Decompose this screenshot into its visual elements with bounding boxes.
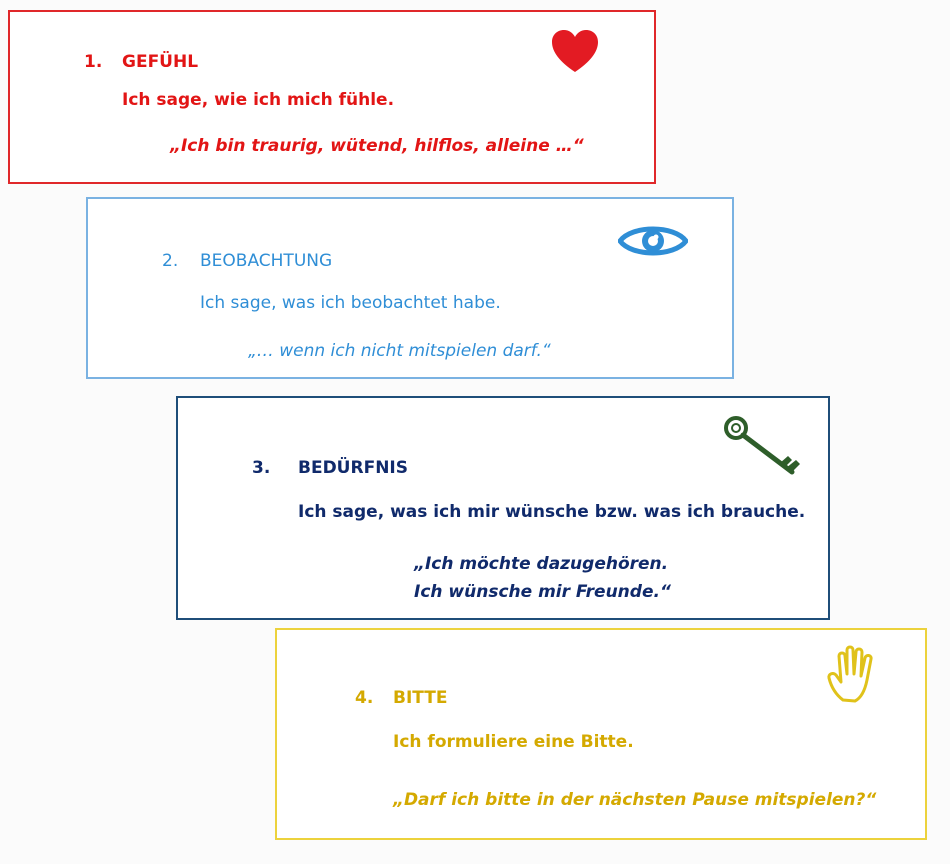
card-quote: „Darf ich bitte in der nächsten Pause mitspielen?“ <box>393 790 877 810</box>
card-quote: „… wenn ich nicht mitspielen darf.“ <box>248 341 551 361</box>
card-text: Ich sage, was ich mir wünsche bzw. was ich brauche. <box>298 502 806 522</box>
card-text: Ich formuliere eine Bitte. <box>393 732 634 752</box>
card-heading: BEOBACHTUNG <box>200 251 333 271</box>
card-beduerfnis <box>176 396 830 620</box>
hand-icon <box>825 644 885 704</box>
card-bitte <box>275 628 927 840</box>
card-text: Ich sage, wie ich mich fühle. <box>122 90 395 110</box>
card-number: 2. <box>162 251 179 271</box>
card-quote-text: „Ich möchte dazugehören. Ich wünsche mir Freunde.“ <box>414 554 671 602</box>
card-text: Ich sage, was ich beobachtet habe. <box>200 293 501 313</box>
eye-icon <box>618 221 688 261</box>
card-gefuehl <box>8 10 656 184</box>
card-number: 3. <box>252 458 271 478</box>
card-heading: GEFÜHL <box>122 52 199 72</box>
card-quote <box>414 550 671 606</box>
card-number: 1. <box>84 52 103 72</box>
card-quote: „Ich bin traurig, wütend, hilflos, alleine …“ <box>170 136 584 156</box>
card-number: 4. <box>355 688 374 708</box>
key-icon <box>722 414 808 478</box>
card-heading: BITTE <box>393 688 448 708</box>
card-beobachtung <box>86 197 734 379</box>
heart-icon <box>550 28 600 74</box>
card-heading: BEDÜRFNIS <box>298 458 408 478</box>
